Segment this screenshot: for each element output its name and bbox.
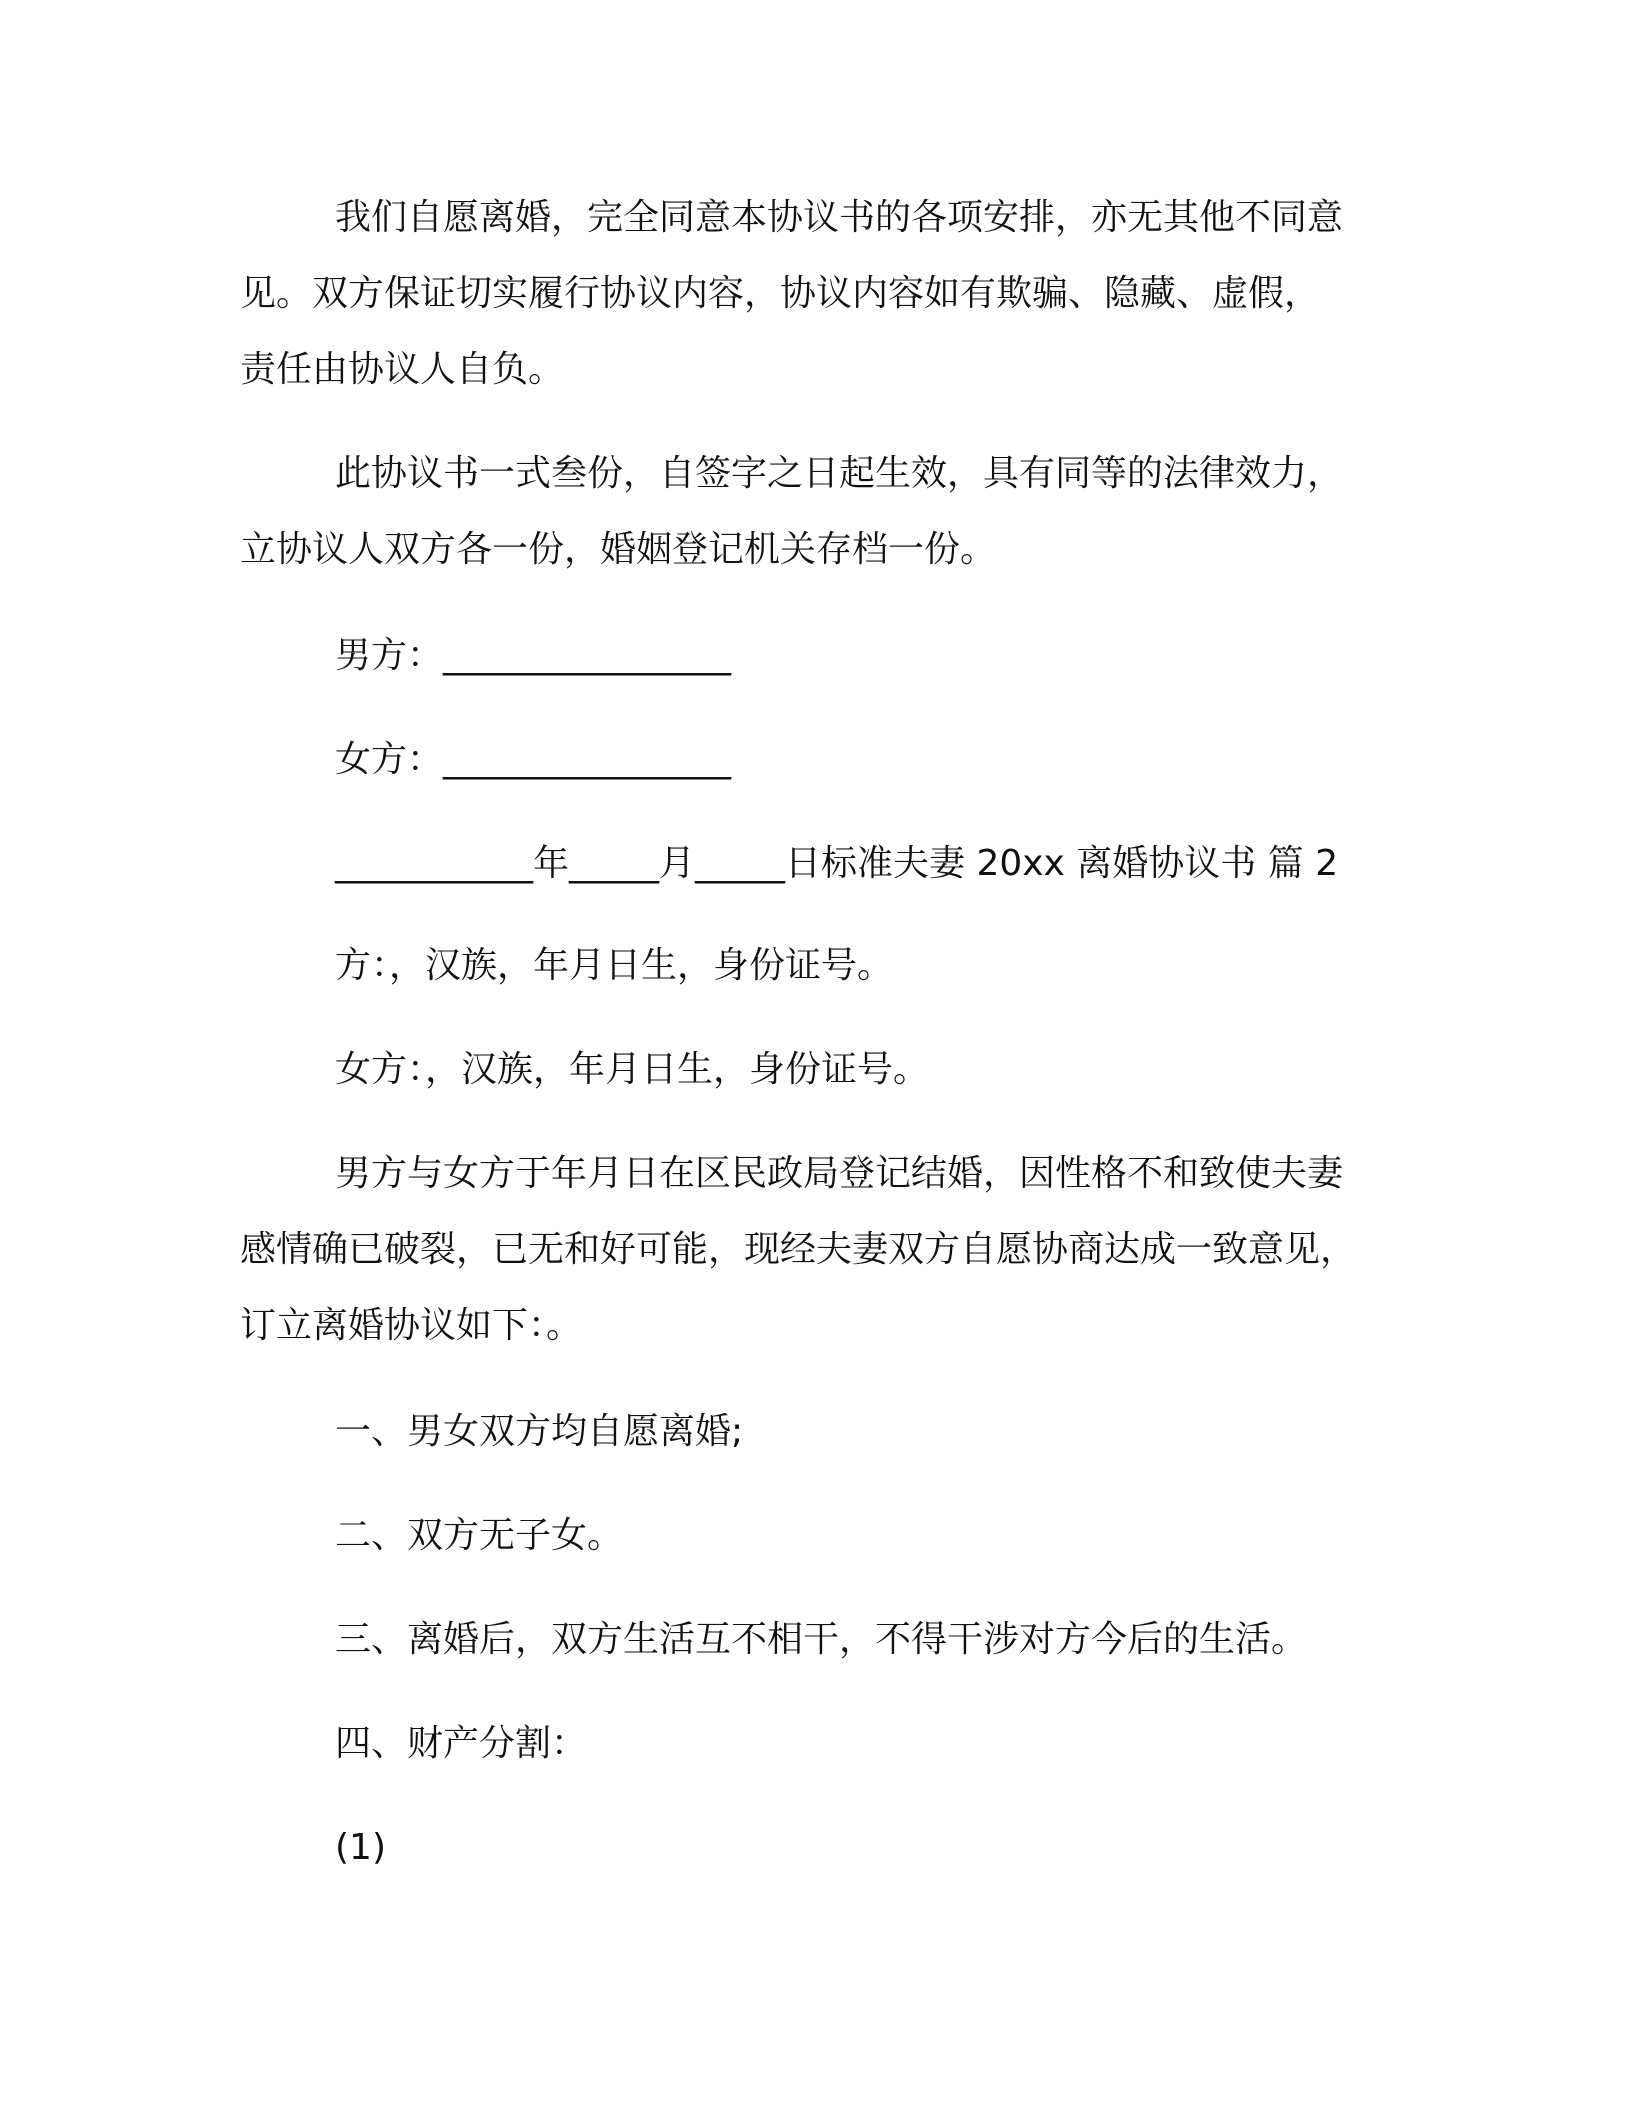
paragraph-copies-line-2: 立协议人双方各一份，婚姻登记机关存档一份。: [240, 529, 997, 570]
clause-2: 二、双方无子女。: [335, 1515, 624, 1556]
paragraph-voluntary-divorce-line-3: 责任由协议人自负。: [240, 349, 565, 390]
paragraph-copies-line-1: 此协议书一式叁份，自签字之日起生效，具有同等的法律效力，: [335, 453, 1344, 494]
date-and-next-title: ___________年_____月_____日标准夫妻 20xx 离婚协议书 篇 2: [335, 843, 1339, 884]
clause-4: 四、财产分割：: [335, 1723, 588, 1764]
clause-4-item-1: (1): [335, 1827, 386, 1868]
signature-male: 男方：________________: [335, 635, 732, 676]
paragraph-background-line-1: 男方与女方于年月日在区民政局登记结婚，因性格不和致使夫妻: [335, 1153, 1344, 1194]
party-female: 女方：，汉族，年月日生，身份证号。: [335, 1049, 930, 1090]
paragraph-background-line-3: 订立离婚协议如下：。: [240, 1305, 583, 1346]
signature-female: 女方：________________: [335, 739, 732, 780]
clause-3: 三、离婚后，双方生活互不相干，不得干涉对方今后的生活。: [335, 1619, 1308, 1660]
clause-1: 一、男女双方均自愿离婚;: [335, 1411, 744, 1452]
paragraph-voluntary-divorce-line-2: 见。双方保证切实履行协议内容，协议内容如有欺骗、隐藏、虚假，: [240, 273, 1321, 314]
party-male: 方：，汉族，年月日生，身份证号。: [335, 945, 894, 986]
paragraph-background-line-2: 感情确已破裂，已无和好可能，现经夫妻双方自愿协商达成一致意见，: [240, 1229, 1357, 1270]
paragraph-voluntary-divorce-line-1: 我们自愿离婚，完全同意本协议书的各项安排，亦无其他不同意: [335, 197, 1344, 238]
